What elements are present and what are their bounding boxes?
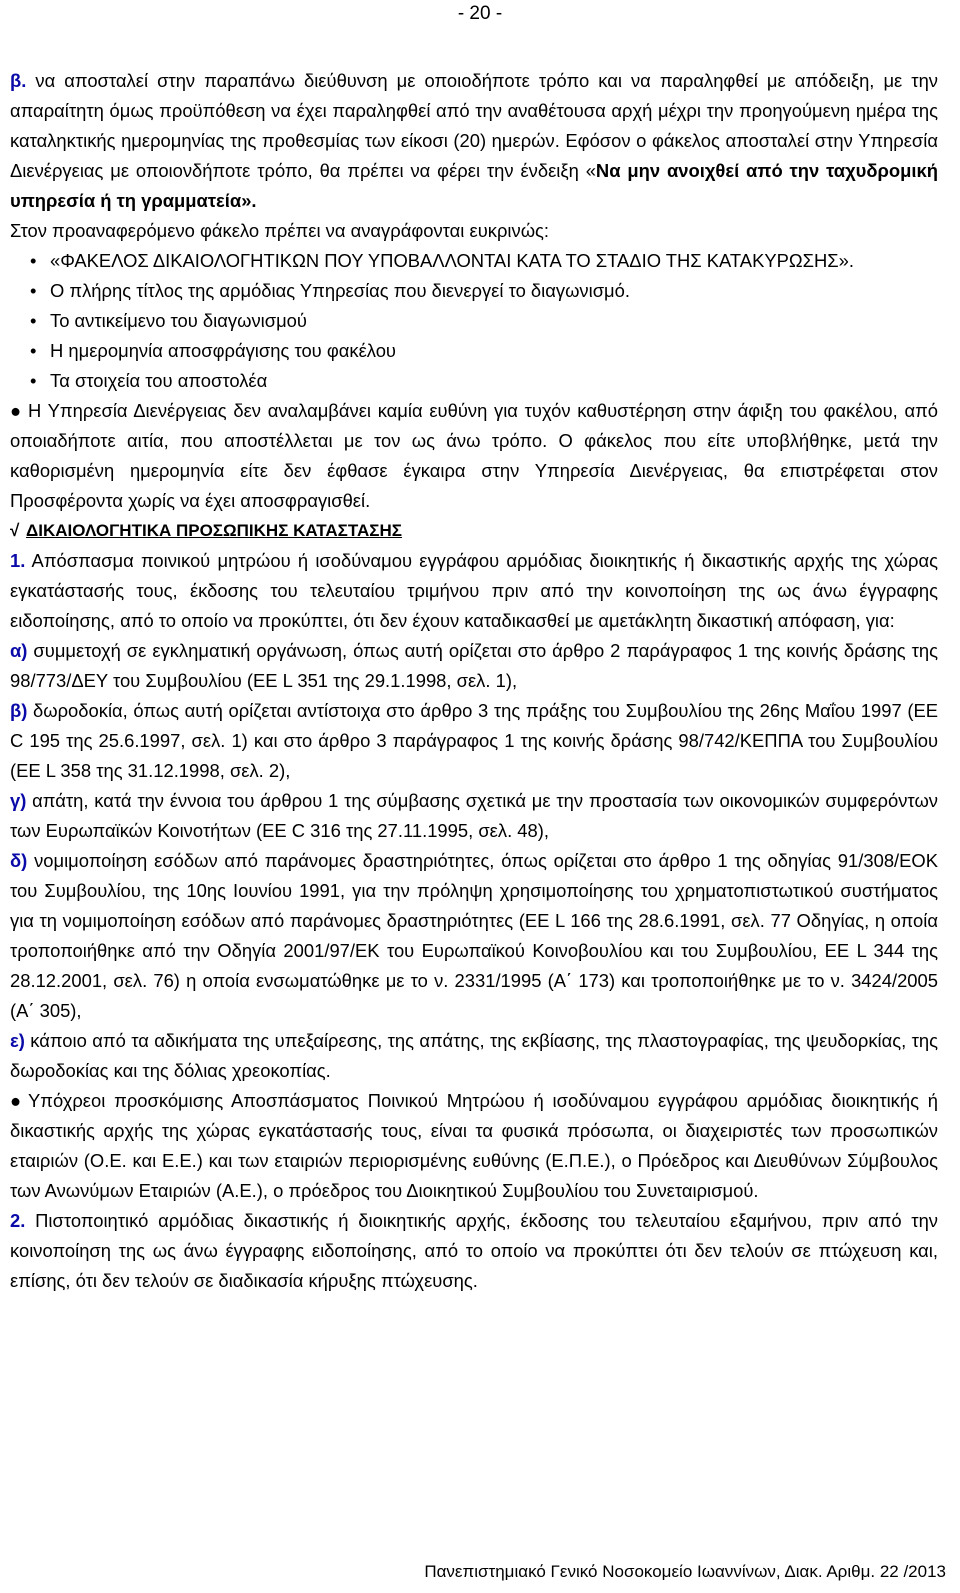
paragraph-label: β. (10, 70, 27, 91)
list-item: • «ΦΑΚΕΛΟΣ ΔΙΚΑΙΟΛΟΓΗΤΙΚΩΝ ΠΟΥ ΥΠΟΒΑΛΛΟΝΤΑΙ ΚΑΤΑ ΤΟ ΣΤΑΔΙΟ ΤΗΣ ΚΑΤΑΚΥΡΩΣΗΣ». (30, 246, 938, 276)
liability-note (10, 396, 938, 516)
list-item: • Ο πλήρης τίτλος της αρμόδιας Υπηρεσίας που διενεργεί το διαγωνισμό. (30, 276, 938, 306)
offence-item (10, 696, 938, 786)
document-body (10, 66, 938, 1296)
obligation-note (10, 1086, 938, 1206)
list-item: • Τα στοιχεία του αποστολέα (30, 366, 938, 396)
offence-text: νομιμοποίηση εσόδων από παράνομες δραστηριότητες, όπως ορίζεται στο άρθρο 1 της οδηγίας 91/308/ΕΟΚ του Συμβουλίου, της 10ης Ιουνίου 1991, για την πρόληψη χρησιμοποίησης του χρηματοπιστωτικού συστήματος για τη νομιμοποίηση εσόδων από παράνομες δραστηριότητες (ΕΕ L 166 της 28.6.1991, σελ. 77 Οδηγίας, η οποία τροποποιήθηκε από την Οδηγία 2001/97/ΕΚ του Ευρωπαϊκού Κοινοβουλίου και του Συμβουλίου, ΕΕ L 344 της 28.12.2001, σελ. 76) η οποία ενσωματώθηκε με το ν. 2331/1995 (Α΄ 173) και τροποποιήθηκε με το ν. 3424/2005 (Α΄ 305), (10, 850, 938, 1021)
liability-note-text: Η Υπηρεσία Διενέργειας δεν αναλαμβάνει καμία ευθύνη για τυχόν καθυστέρηση στην άφιξη του φακέλου, από οποιαδήποτε αιτία, που αποστέλλεται με τον ως άνω τρόπο. Ο φάκελος που είτε υποβλήθηκε, μετά την καθορισμένη ημερομηνία είτε δεν έφθασε έγκαιρα στην Υπηρεσία Διενέργειας, θα επιστρέφεται στον Προσφέροντα χωρίς να έχει αποσφραγισθεί. (10, 400, 938, 511)
bullet-dot-icon: ● (10, 400, 22, 421)
offence-item (10, 786, 938, 846)
section-heading-title: ΔΙΚΑΙΟΛΟΓΗΤΙΚΑ ΠΡΟΣΩΠΙΚΗΣ ΚΑΤΑΣΤΑΣΗΣ (26, 521, 402, 540)
offence-label: β) (10, 700, 28, 721)
envelope-intro: Στον προαναφερόμενο φάκελο πρέπει να αναγράφονται ευκρινώς: (10, 220, 550, 241)
page-number: - 20 - (457, 3, 503, 24)
requirement-text: Πιστοποιητικό αρμόδιας δικαστικής ή διοικητικής αρχής, έκδοσης του τελευταίου εξαμήνου, πριν από την κοινοποίηση της ως άνω έγγραφης ειδοποίησης, από το οποίο να προκύπτει ότι δεν τελούν σε πτώχευση και, επίσης, ότι δεν τελούν σε διαδικασία κήρυξης πτώχευσης. (10, 1210, 938, 1291)
offence-label: δ) (10, 850, 28, 871)
offence-label: α) (10, 640, 28, 661)
offence-label: ε) (10, 1030, 25, 1051)
requirement-text: Απόσπασμα ποινικού μητρώου ή ισοδύναμου εγγράφου αρμόδιας διοικητικής ή δικαστικής αρχής της χώρας εγκατάστασής τους, έκδοσης του τελευταίου τριμήνου πριν από την κοινοποίηση της ως άνω έγγραφης ειδοποίησης, από το οποίο να προκύπτει, ότι δεν έχουν καταδικασθεί με αμετάκλητη δικαστική απόφαση, για: (10, 550, 938, 631)
offence-text: δωροδοκία, όπως αυτή ορίζεται αντίστοιχα στο άρθρο 3 της πράξης του Συμβουλίου της 26ης Μαΐου 1997 (ΕΕ C 195 της 25.6.1997, σελ. 1) και στο άρθρο 3 παράγραφος 1 της κοινής δράσης 98/742/ΚΕΠΠΑ του Συμβουλίου (ΕΕ L 358 της 31.12.1998, σελ. 2), (10, 700, 938, 781)
paragraph-text: να αποσταλεί στην παραπάνω διεύθυνση με οποιοδήποτε τρόπο και να παραληφθεί με απόδειξη, με την απαραίτητη όμως προϋπόθεση να έχει παραληφθεί από την αναθέτουσα αρχή μέχρι την προηγούμενη ημέρα της καταληκτικής ημερομηνίας της προθεσμίας των είκοσι (20) ημερών. Εφόσον ο φάκελος αποσταλεί στην Υπηρεσία Διενέργειας με οποιονδήποτε τρόπο, θα πρέπει να φέρει την ένδειξη « (10, 70, 938, 181)
page-footer: Πανεπιστημιακό Γενικό Νοσοκομείο Ιωαννίνων, Διακ. Αριθμ. 22 /2013 (424, 1562, 946, 1581)
envelope-warning-text: Να μην ανοιχθεί από την ταχυδρομική υπηρεσία ή τη γραμματεία (10, 160, 938, 211)
requirement-number: 1. (10, 550, 26, 571)
offence-text: κάποιο από τα αδικήματα της υπεξαίρεσης, της απάτης, της εκβίασης, της πλαστογραφίας, της ψευδορκίας, της δωροδοκίας και της δόλιας χρεοκοπίας. (10, 1030, 938, 1081)
offence-label: γ) (10, 790, 27, 811)
section-heading (10, 516, 938, 546)
check-mark-icon: √ (10, 521, 20, 540)
requirement-1 (10, 546, 938, 636)
paragraph-b (10, 66, 938, 216)
offence-item (10, 1026, 938, 1086)
envelope-requirements-list (10, 246, 938, 396)
offence-text: απάτη, κατά την έννοια του άρθρου 1 της σύμβασης σχετικά με την προστασία των οικονομικών συμφερόντων των Ευρωπαϊκών Κοινοτήτων (ΕΕ C 316 της 27.11.1995, σελ. 48), (10, 790, 938, 841)
obligation-note-text: Υπόχρεοι προσκόμισης Αποσπάσματος Ποινικού Μητρώου ή ισοδύναμου εγγράφου αρμόδιας διοικητικής ή δικαστικής αρχής της χώρας εγκατάστασής τους, είναι τα φυσικά πρόσωπα, οι διαχειριστές των προσωπικών εταιριών (Ο.Ε. και Ε.Ε.) και των εταιριών περιορισμένης ευθύνης (Ε.Π.Ε.), ο Πρόεδρος και Διευθύνων Σύμβουλος των Ανωνύμων Εταιριών (Α.Ε.), ο πρόεδρος του Διοικητικού Συμβουλίου του Συνεταιρισμού. (10, 1090, 938, 1201)
bullet-dot-icon: ● (10, 1090, 22, 1111)
offence-item (10, 846, 938, 1026)
offence-text: συμμετοχή σε εγκληματική οργάνωση, όπως αυτή ορίζεται στο άρθρο 2 παράγραφος 1 της κοινής δράσης της 98/773/ΔΕΥ του Συμβουλίου (ΕΕ L 351 της 29.1.1998, σελ. 1), (10, 640, 938, 691)
offence-item (10, 636, 938, 696)
requirement-2 (10, 1206, 938, 1296)
paragraph-text-end: ». (241, 190, 257, 211)
list-item: • Το αντικείμενο του διαγωνισμού (30, 306, 938, 336)
list-item: • Η ημερομηνία αποσφράγισης του φακέλου (30, 336, 938, 366)
requirement-number: 2. (10, 1210, 26, 1231)
